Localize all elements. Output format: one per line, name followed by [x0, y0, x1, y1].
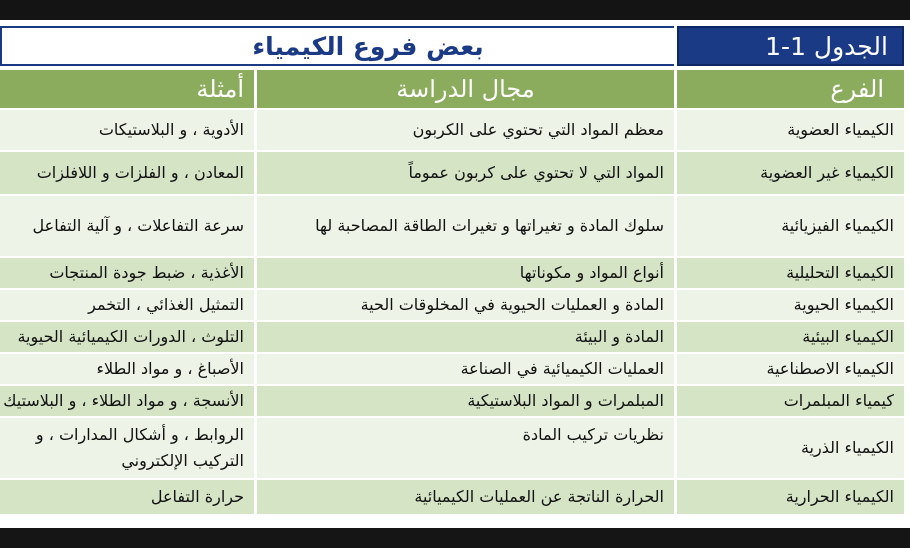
- field-cell: العمليات الكيميائية في الصناعة: [257, 354, 674, 386]
- table-row: [0, 290, 910, 322]
- field-cell: سلوك المادة و تغيراتها و تغيرات الطاقة المصاحبة لها: [257, 196, 674, 258]
- examples-cell: الأدوية ، و البلاستيكات: [0, 110, 254, 152]
- table-header-row: [0, 70, 910, 108]
- table-row: [0, 418, 910, 480]
- bottom-dark-strip: [0, 528, 910, 548]
- table-row: [0, 480, 910, 516]
- field-cell: المادة و البيئة: [257, 322, 674, 354]
- branch-cell: الكيمياء البيئية: [677, 322, 904, 354]
- branch-cell: الكيمياء التحليلية: [677, 258, 904, 290]
- branch-cell: الكيمياء الحيوية: [677, 290, 904, 322]
- header-examples: أمثلة: [0, 70, 254, 108]
- chemistry-branches-table: [0, 20, 910, 528]
- branch-cell: الكيمياء الاصطناعية: [677, 354, 904, 386]
- table-row: [0, 322, 910, 354]
- branch-cell: الكيمياء الفيزيائية: [677, 196, 904, 258]
- examples-cell: التمثيل الغذائي ، التخمر: [0, 290, 254, 322]
- table-title: بعض فروع الكيمياء: [0, 26, 674, 66]
- field-cell: المادة و العمليات الحيوية في المخلوقات الحية: [257, 290, 674, 322]
- examples-cell: المعادن ، و الفلزات و اللافلزات: [0, 152, 254, 196]
- branch-cell: الكيمياء الحرارية: [677, 480, 904, 516]
- field-cell: أنواع المواد و مكوناتها: [257, 258, 674, 290]
- branch-cell: الكيمياء الذرية: [677, 418, 904, 480]
- field-cell: معظم المواد التي تحتوي على الكربون: [257, 110, 674, 152]
- examples-cell: التلوث ، الدورات الكيميائية الحيوية: [0, 322, 254, 354]
- examples-cell: سرعة التفاعلات ، و آلية التفاعل: [0, 196, 254, 258]
- header-field-of-study: مجال الدراسة: [257, 70, 674, 108]
- field-cell: نظريات تركيب المادة: [257, 418, 674, 480]
- field-cell: المواد التي لا تحتوي على كربون عموماً: [257, 152, 674, 196]
- top-dark-strip: [0, 0, 910, 20]
- table-number-label: الجدول 1-1: [677, 26, 904, 66]
- table-row: [0, 196, 910, 258]
- examples-cell: الأصباغ ، و مواد الطلاء: [0, 354, 254, 386]
- branch-cell: كيمياء المبلمرات: [677, 386, 904, 418]
- examples-cell: الأنسجة ، و مواد الطلاء ، و البلاستيك: [0, 386, 254, 418]
- table-row: [0, 386, 910, 418]
- header-branch: الفرع: [677, 70, 904, 108]
- table-row: [0, 354, 910, 386]
- table-title-row: [0, 26, 910, 66]
- table-row: [0, 152, 910, 196]
- table-row: [0, 258, 910, 290]
- field-cell: الحرارة الناتجة عن العمليات الكيميائية: [257, 480, 674, 516]
- examples-cell: الروابط ، و أشكال المدارات ، و التركيب الإلكتروني: [0, 418, 254, 480]
- branch-cell: الكيمياء العضوية: [677, 110, 904, 152]
- examples-cell: حرارة التفاعل: [0, 480, 254, 516]
- examples-cell: الأغذية ، ضبط جودة المنتجات: [0, 258, 254, 290]
- branch-cell: الكيمياء غير العضوية: [677, 152, 904, 196]
- table-row: [0, 110, 910, 152]
- field-cell: المبلمرات و المواد البلاستيكية: [257, 386, 674, 418]
